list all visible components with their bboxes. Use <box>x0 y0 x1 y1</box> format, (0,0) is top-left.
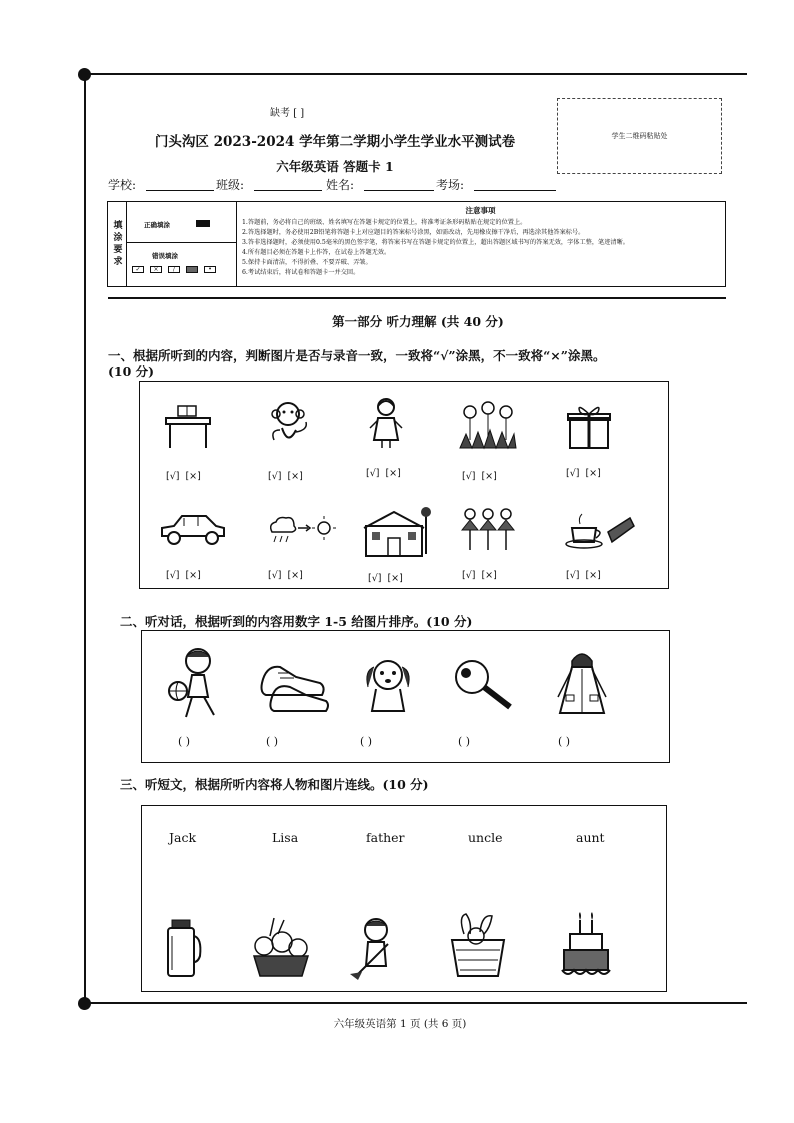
mark-yes[interactable]: [√] <box>166 471 180 482</box>
desk-picture <box>162 402 214 450</box>
section-1-points: (10 分) <box>108 364 155 379</box>
note-item: 1.答题前，务必将自己的班级、姓名填写在答题卡规定的位置上，将准考证条形码粘贴在规定的位置上。 <box>242 219 527 226</box>
section-divider-line <box>108 297 726 299</box>
note-item: 3.答非选择题时，必须使用0.5毫米的黑色签字笔，将答案书写在答题卡规定的位置上，超出答题区域书写的答案无效，字体工整，笔迹清晰。 <box>242 239 629 246</box>
section-1-panel <box>139 381 669 589</box>
answer-marks[interactable] <box>566 570 607 581</box>
mark-yes[interactable]: [√] <box>268 570 282 581</box>
section-2-panel <box>141 630 670 763</box>
puppy-picture <box>360 653 416 715</box>
note-item: 6.考试结束后，将试卷和答题卡一并交回。 <box>242 269 360 276</box>
mark-yes[interactable]: [√] <box>368 573 382 584</box>
part-1-title: 第一部分 听力理解 (共 40 分) <box>332 314 504 329</box>
class-label: 班级: <box>216 178 245 192</box>
school-label: 学校: <box>108 178 137 192</box>
person-name[interactable]: uncle <box>468 830 503 845</box>
mark-yes[interactable]: [√] <box>462 570 476 581</box>
mark-yes[interactable]: [√] <box>366 468 380 479</box>
section-2-title: 二、听对话，根据听到的内容用数字 1-5 给图片排序。(10 分) <box>120 614 473 629</box>
thermos-picture[interactable] <box>160 916 204 980</box>
person-name[interactable]: father <box>366 830 405 845</box>
wrong-fill-label: 错误填涂 <box>152 252 178 260</box>
order-blank[interactable]: ( ) <box>266 735 279 748</box>
mark-no[interactable]: [×] <box>185 471 201 482</box>
page-footer: 六年级英语第 1 页 (共 6 页) <box>333 1018 467 1030</box>
notes-panel <box>236 202 725 286</box>
answer-marks[interactable] <box>268 570 309 581</box>
note-item: 5.保持卡面清洁，不得折叠、不要弄破、弄皱。 <box>242 259 372 266</box>
basketball-boy-picture <box>164 645 226 725</box>
mark-yes[interactable]: [√] <box>462 471 476 482</box>
section-3-title: 三、听短文，根据所听内容将人物和图片连线。(10 分) <box>120 777 429 792</box>
wrong-fill-sample: ✓ <box>132 266 144 273</box>
barcode-label: 学生二维码粘贴处 <box>611 132 668 140</box>
gift-box-picture <box>566 402 612 450</box>
mark-no[interactable]: [×] <box>585 570 601 581</box>
exam-subtitle: 六年级英语 答题卡 1 <box>276 159 394 174</box>
monkey-picture <box>266 400 312 450</box>
rain-to-sun-picture <box>266 514 340 548</box>
fruit-basket-picture[interactable] <box>250 916 312 980</box>
mark-no[interactable]: [×] <box>481 570 497 581</box>
building-picture <box>360 506 432 558</box>
answer-marks[interactable] <box>166 570 207 581</box>
fill-example <box>126 202 237 286</box>
order-blank[interactable]: ( ) <box>458 735 471 748</box>
raincoat-picture <box>554 647 610 721</box>
class-field[interactable] <box>254 190 322 191</box>
absent-checkbox-label[interactable]: 缺考 [ ] <box>270 108 305 119</box>
mark-yes[interactable]: [√] <box>268 471 282 482</box>
mark-yes[interactable]: [√] <box>566 570 580 581</box>
sneakers-picture <box>256 653 330 715</box>
answer-marks[interactable] <box>462 570 503 581</box>
sweeping-boy-picture[interactable] <box>348 916 404 982</box>
order-blank[interactable]: ( ) <box>178 735 191 748</box>
answer-marks[interactable] <box>368 573 409 584</box>
school-field[interactable] <box>146 190 214 191</box>
fill-rules-box <box>107 201 726 287</box>
mark-yes[interactable]: [√] <box>166 570 180 581</box>
girl-picture <box>366 396 406 450</box>
answer-marks[interactable] <box>366 468 407 479</box>
dancers-picture <box>458 506 518 554</box>
birthday-cake-picture[interactable] <box>558 912 614 982</box>
name-label: 姓名: <box>326 178 355 192</box>
car-picture <box>158 508 228 548</box>
mark-no[interactable]: [×] <box>481 471 497 482</box>
answer-marks[interactable] <box>268 471 309 482</box>
order-blank[interactable]: ( ) <box>558 735 571 748</box>
wrong-fill-sample: • <box>204 266 216 273</box>
ping-pong-paddle-picture <box>450 657 520 713</box>
answer-marks[interactable] <box>462 471 503 482</box>
answer-marks[interactable] <box>166 471 207 482</box>
mark-no[interactable]: [×] <box>387 573 403 584</box>
mark-no[interactable]: [×] <box>585 468 601 479</box>
notes-title: 注意事项 <box>465 206 496 215</box>
name-field[interactable] <box>364 190 434 191</box>
flowers-picture <box>458 400 518 450</box>
left-border-line <box>84 74 86 1002</box>
student-info-row <box>108 176 708 196</box>
mark-no[interactable]: [×] <box>287 471 303 482</box>
section-3-panel <box>141 805 667 992</box>
note-item: 2.答选择题时，务必使用2B铅笔将答题卡上对应题目的答案标号涂黑，如需改动，先用橡皮擦干净后，再选涂其他答案标号。 <box>242 229 585 236</box>
wrong-fill-sample: / <box>168 266 180 273</box>
top-border-line <box>85 73 747 75</box>
answer-marks[interactable] <box>566 468 607 479</box>
exam-title: 门头沟区 2023-2024 学年第二学期小学生学业水平测试卷 <box>154 134 516 150</box>
note-item: 4.所有题目必须在答题卡上作答，在试卷上答题无效。 <box>242 249 391 256</box>
mark-no[interactable]: [×] <box>185 570 201 581</box>
vegetable-basket-picture[interactable] <box>446 910 510 982</box>
order-blank[interactable]: ( ) <box>360 735 373 748</box>
person-name[interactable]: Jack <box>169 830 197 845</box>
tea-and-sandwich-picture <box>564 512 636 552</box>
person-name[interactable]: aunt <box>576 830 605 845</box>
person-name[interactable]: Lisa <box>272 830 299 845</box>
room-field[interactable] <box>474 190 556 191</box>
mark-no[interactable]: [×] <box>287 570 303 581</box>
section-1-title: 一、根据所听到的内容，判断图片是否与录音一致，一致将“√”涂黑，不一致将“×”涂黑。 <box>108 348 606 363</box>
mark-no[interactable]: [×] <box>385 468 401 479</box>
fill-rules-label: 填涂要求 <box>111 220 122 268</box>
mark-yes[interactable]: [√] <box>566 468 580 479</box>
bottom-border-line <box>85 1002 747 1004</box>
wrong-fill-sample <box>186 266 198 273</box>
correct-fill-label: 正确填涂 <box>144 221 170 229</box>
wrong-fill-samples <box>132 266 216 273</box>
wrong-fill-sample: × <box>150 266 162 273</box>
room-label: 考场: <box>436 178 465 192</box>
barcode-sticker-area <box>557 98 722 174</box>
